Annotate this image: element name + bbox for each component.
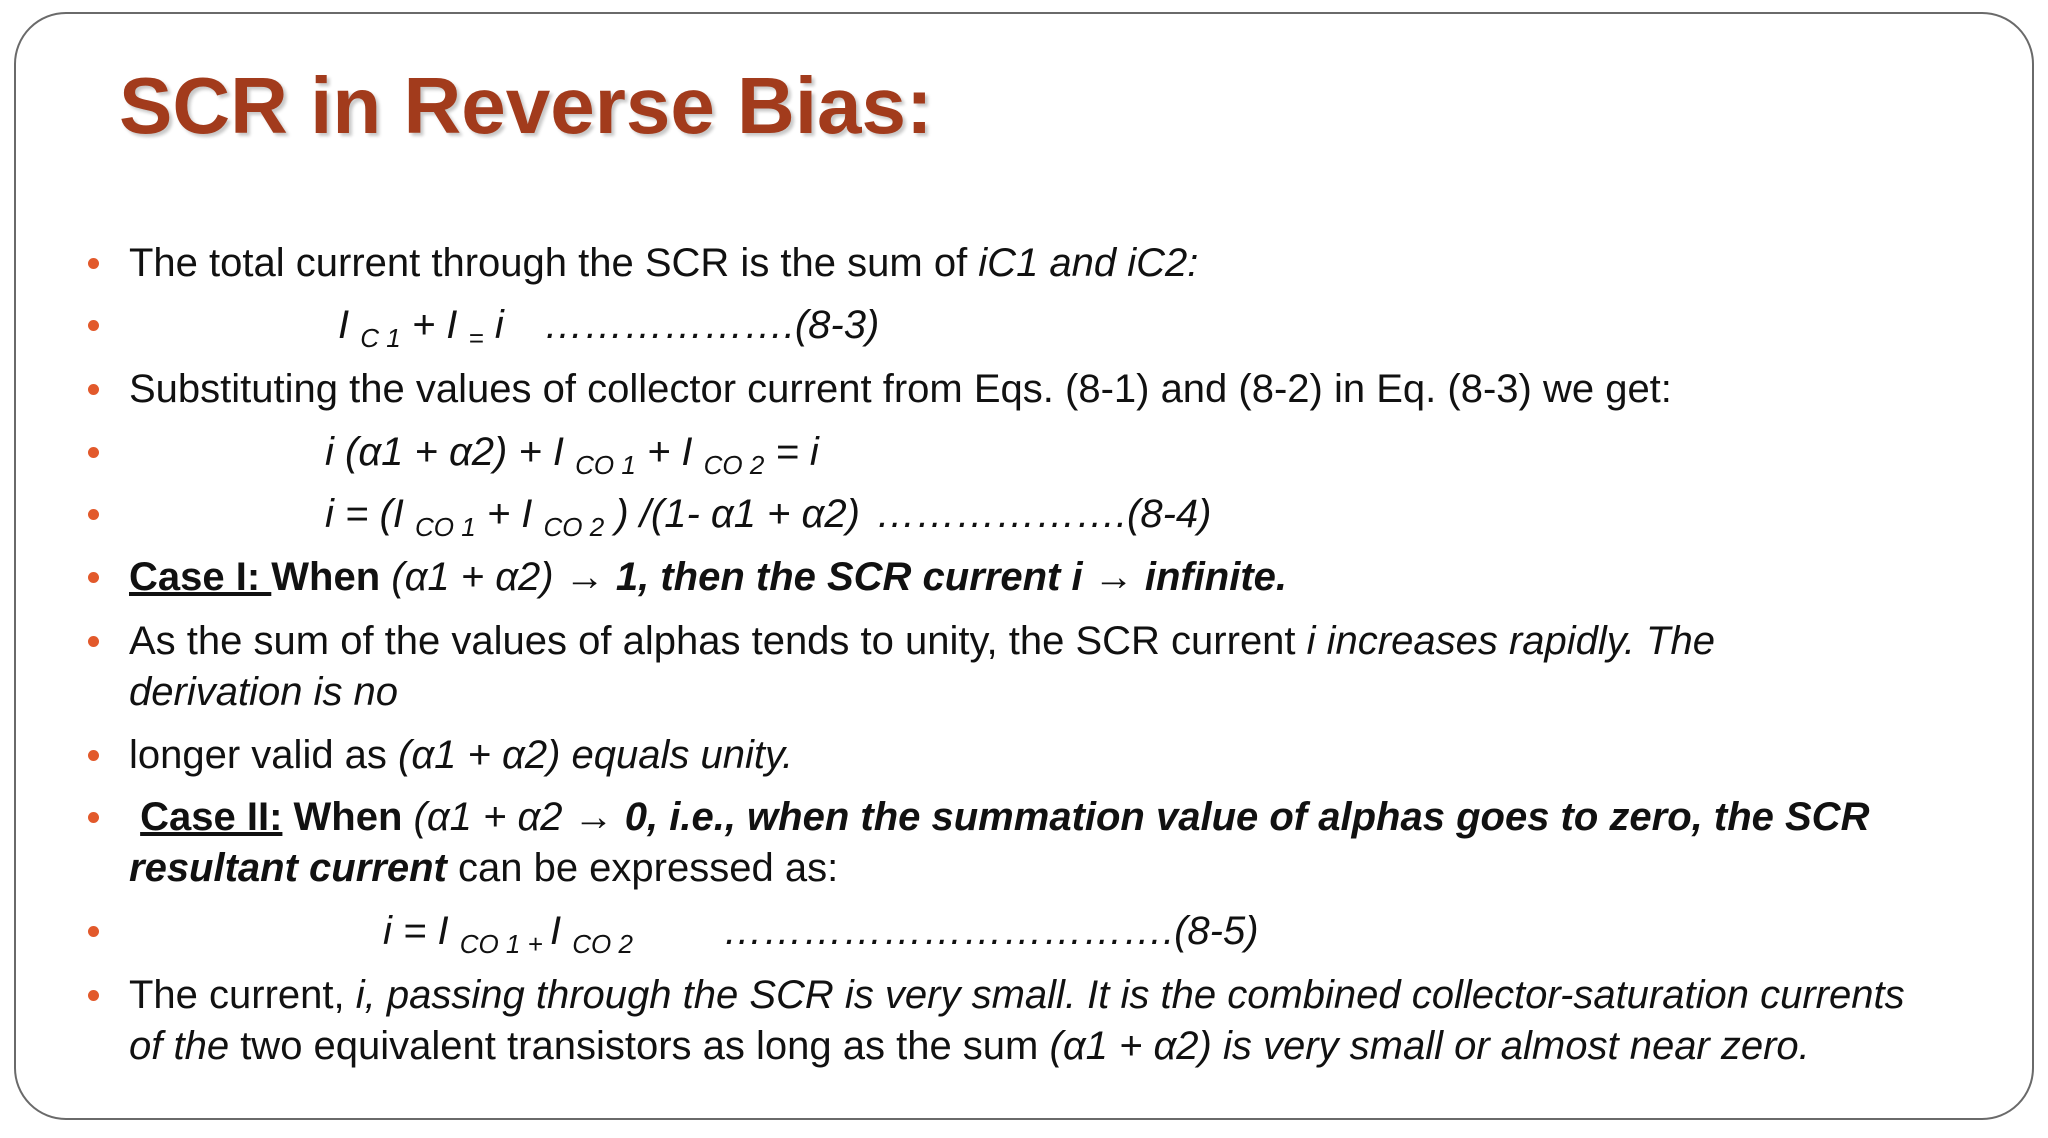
text-italic: i increases rapidly. The derivation is no (129, 619, 1715, 714)
bullet-dot (88, 509, 99, 520)
text: can be expressed as: (446, 846, 839, 890)
text: two equivalent transistors as long as the sum (229, 1024, 1050, 1068)
equation-8-4 (325, 489, 2048, 553)
bullet-dot (88, 320, 99, 331)
text-italic: iC1 and iC2: (978, 241, 1199, 285)
subscript: CO 2 (543, 512, 605, 542)
text-bold-italic: 1, then the SCR current i → infinite. (615, 555, 1288, 599)
eq-part: + I (635, 430, 704, 474)
bullet-text (129, 552, 1919, 603)
text-bold: When (282, 795, 414, 839)
subscript: C 1 (360, 323, 401, 353)
text-italic: i, passing through the SCR is very small. It is the combined collector-saturation currents of the (129, 973, 1905, 1068)
text: The total current through the SCR is the sum of (129, 241, 979, 285)
subscript: + (520, 929, 551, 959)
subscript: CO 2 (703, 450, 765, 480)
text-bold: When (271, 555, 392, 599)
bullet-text: Substituting the values of collector current from Eqs. (8-1) and (8-2) in Eq. (8-3) we get: (129, 367, 1672, 411)
bullet-text (129, 730, 1919, 781)
subscript: CO 2 (572, 929, 633, 959)
eq-part: i (α1 + α2) + I (325, 430, 576, 474)
equation-ref: ……………….(8-3) (543, 303, 880, 347)
text-italic: (α1 + α2) equals unity. (398, 733, 794, 777)
eq-part: + I (475, 492, 544, 536)
case-label: Case II: (140, 795, 283, 839)
bullet-dot (88, 258, 99, 269)
text: As the sum of the values of alphas tends to unity, the SCR current (129, 619, 1307, 663)
bullet-dot (88, 812, 99, 823)
bullet-dot (88, 447, 99, 458)
text: longer valid as (129, 733, 399, 777)
case-label: Case I: (129, 555, 272, 599)
text-italic: (α1 + α2) is very small or almost near zero. (1049, 1024, 1810, 1068)
eq-part: I (338, 303, 350, 347)
text-bold-italic: 0, i.e., when the summation value of alphas goes to zero, the SCR resultant current (129, 795, 1870, 890)
bullet-text (129, 238, 1919, 289)
bullet-dot (88, 572, 99, 583)
equation (325, 427, 2048, 491)
equation-8-3 (338, 300, 2048, 364)
subscript: CO 1 (415, 512, 476, 542)
text-italic: (α1 + α2 → (413, 795, 625, 839)
bullet-text (129, 792, 1919, 894)
equation-ref: ……………….(8-4) (875, 492, 1212, 536)
bullet-dot (88, 990, 99, 1001)
bullet-text (129, 616, 1889, 718)
bullet-dot (88, 384, 99, 395)
subscript: = (468, 323, 484, 353)
eq-part: = i (764, 430, 819, 474)
subscript: CO 1 (459, 929, 521, 959)
bullet-dot (88, 636, 99, 647)
subscript: CO 1 (575, 450, 636, 480)
text: The current, (129, 973, 356, 1017)
bullet-dot (88, 750, 99, 761)
equation-ref: …………………………….(8-5) (722, 909, 1259, 953)
eq-part: + I (400, 303, 469, 347)
eq-part: i = (I (325, 492, 416, 536)
slide-title: SCR in Reverse Bias: (119, 61, 933, 150)
eq-part: I (550, 909, 573, 953)
eq-part: ) /(1- α1 + α2) (604, 492, 860, 536)
eq-part: i = I (383, 909, 460, 953)
bullet-dot (88, 926, 99, 937)
equation-8-5 (383, 906, 2048, 970)
text-italic: (α1 + α2) → (391, 555, 616, 599)
eq-part: i (483, 303, 504, 347)
bullet-text (129, 970, 1919, 1072)
